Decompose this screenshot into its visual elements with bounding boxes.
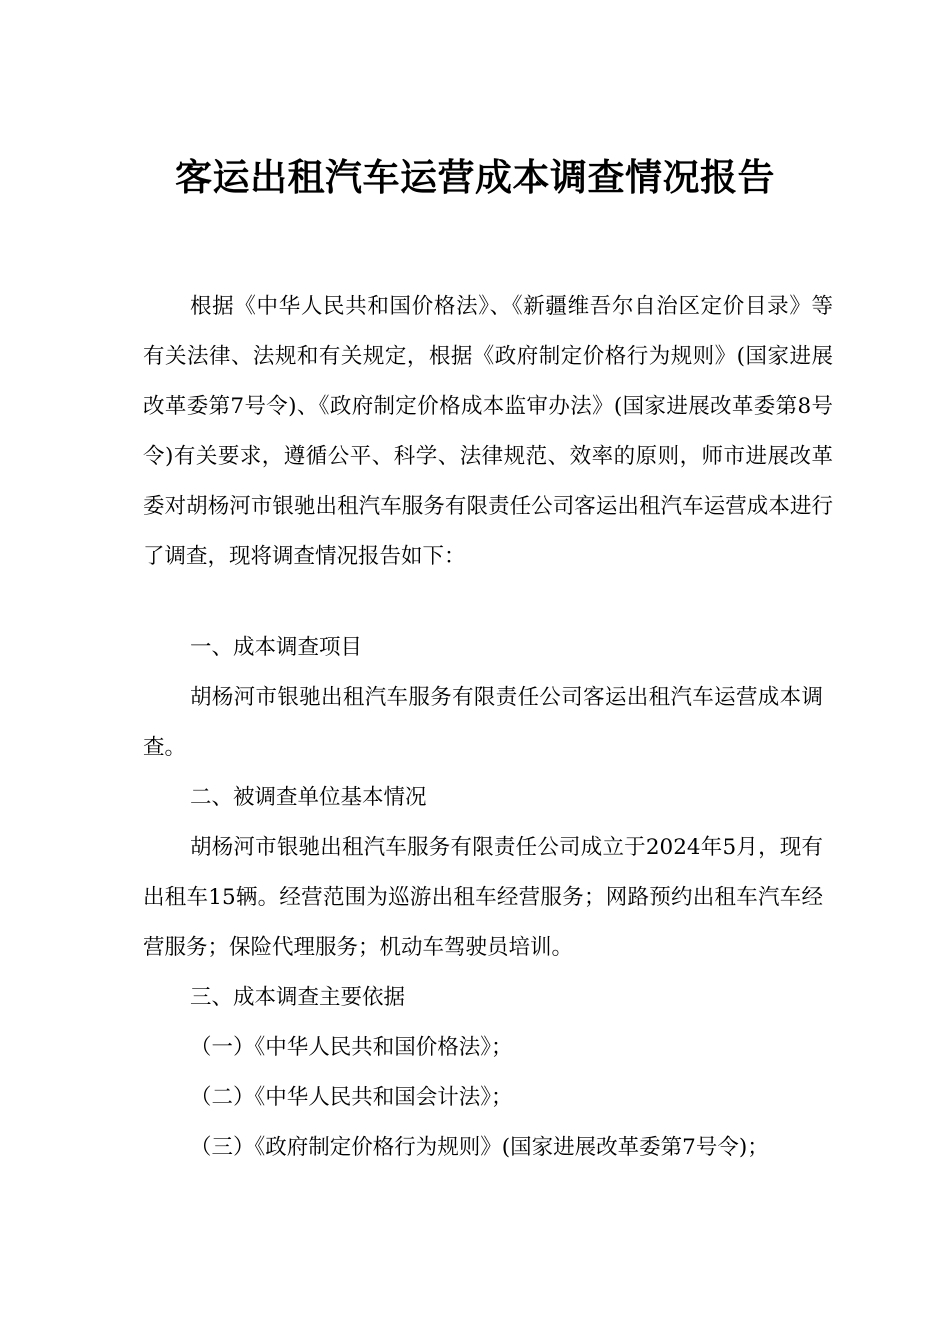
basis-item-2: （二）《中华人民共和国会计法》；	[190, 1085, 513, 1110]
section-3-heading: 三、成本调查主要依据	[190, 985, 406, 1010]
section-1-body: 胡杨河市银驰出租汽车服务有限责任公司客运出租汽车运营成本调查。	[143, 685, 823, 760]
section-2-body: 胡杨河市银驰出租汽车服务有限责任公司成立于2024年5月，现有出租车15辆。经营范围为巡游出租车经营服务；网路预约出租车汽车经营服务；保险代理服务；机动车驾驶员培训。	[143, 835, 823, 960]
basis-item-3: （三）《政府制定价格行为规则》(国家进展改革委第7号令)；	[190, 1135, 769, 1160]
document-title: 客运出租汽车运营成本调查情况报告	[175, 155, 775, 199]
basis-item-1: （一）《中华人民共和国价格法》；	[190, 1035, 513, 1060]
intro-paragraph: 根据《中华人民共和国价格法》、《新疆维吾尔自治区定价目录》等有关法律、法规和有关规定，根据《政府制定价格行为规则》(国家进展改革委第7号令)、《政府制定价格成本监审办法》(国家进展改革委第8号令)有关要求，遵循公平、科学、法律规范、效率的原则，师市进展改革委对胡杨河市银驰出租汽车服务有限责任公司客运出租汽车运营成本进行了调查，现将调查情况报告如下：	[143, 294, 833, 569]
section-2-heading: 二、被调查单位基本情况	[190, 785, 427, 810]
section-1-heading: 一、成本调查项目	[190, 635, 363, 660]
